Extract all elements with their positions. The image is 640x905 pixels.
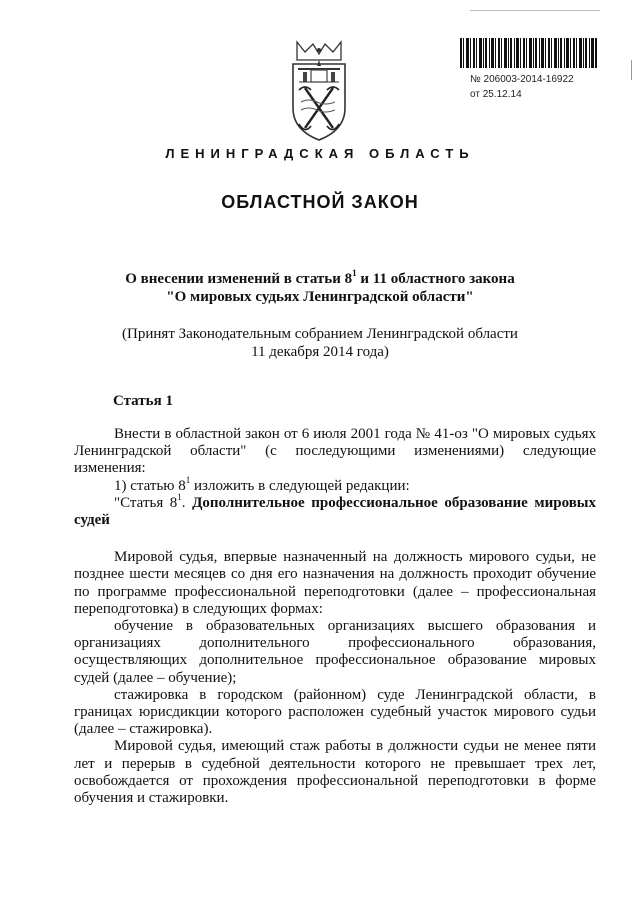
coat-of-arms-emblem bbox=[287, 38, 351, 146]
article-body bbox=[74, 426, 596, 807]
adoption-note-line-2: 11 декабря 2014 года) bbox=[251, 344, 389, 360]
quoted-article-title-text: Дополнительное профессиональное образование мировых судей bbox=[74, 494, 597, 529]
adoption-note bbox=[60, 325, 580, 361]
paragraph: обучение в образовательных организациях высшего образования и организациях дополнительного профессионального образования, осуществляющих дополнительное профессиональное образование мировых судей (далее – обучение); bbox=[74, 618, 596, 686]
paragraph-text: . bbox=[181, 494, 193, 511]
scan-edge-mark bbox=[631, 60, 632, 80]
paragraph: Мировой судья, имеющий стаж работы в должности судьи не менее пяти лет и перерыв в судебной деятельности которого не превышает трех лет, освобождается от прохождения профессиональной переподготовки в форме обучения и стажировки. bbox=[74, 738, 596, 807]
paragraph-text: изложить в следующей редакции: bbox=[190, 477, 410, 494]
quoted-article-title bbox=[74, 491, 597, 529]
registration-number: № 206003-2014-16922 bbox=[470, 74, 574, 85]
scan-edge-mark bbox=[470, 10, 600, 11]
region-heading: ЛЕНИНГРАДСКАЯ ОБЛАСТЬ bbox=[165, 146, 475, 161]
paragraph-text: "Статья 8 bbox=[114, 494, 178, 511]
law-title-text: О внесении изменений в статьи 8 bbox=[125, 271, 353, 287]
law-title-line-2: "О мировых судьях Ленинградской области" bbox=[166, 289, 474, 305]
superscript: 1 bbox=[352, 268, 357, 278]
intro-paragraph: Внести в областной закон от 6 июля 2001 года № 41-оз "О мировых судьях Ленинградской области" (с последующими изменениями) следующие изменения: bbox=[74, 426, 596, 477]
registration-date: от 25.12.14 bbox=[470, 89, 522, 100]
paragraph: Мировой судья, впервые назначенный на должность мирового судьи, не позднее шести месяцев со дня его назначения на должность проходит обучение по программе профессиональной переподготовки (далее – профессиональная переподготовка) в следующих формах: bbox=[74, 549, 596, 617]
law-title-text: и 11 областного закона bbox=[356, 271, 515, 287]
superscript: 1 bbox=[185, 474, 191, 485]
barcode-graphic bbox=[460, 38, 598, 68]
article-heading: Статья 1 bbox=[113, 393, 173, 409]
law-title bbox=[60, 270, 580, 306]
law-title-line-1 bbox=[60, 270, 580, 288]
law-type-heading: ОБЛАСТНОЙ ЗАКОН bbox=[221, 192, 419, 212]
paragraph: стажировка в городском (районном) суде Ленинградской области, в границах юрисдикции которого расположен судебный участок мирового судьи (далее – стажировка). bbox=[74, 686, 596, 738]
superscript: 1 bbox=[177, 491, 182, 502]
item-1-paragraph bbox=[74, 474, 596, 495]
adoption-note-line-1: (Принят Законодательным собранием Ленинградской области bbox=[122, 326, 518, 342]
paragraph-text: 1) статью 8 bbox=[114, 477, 186, 494]
